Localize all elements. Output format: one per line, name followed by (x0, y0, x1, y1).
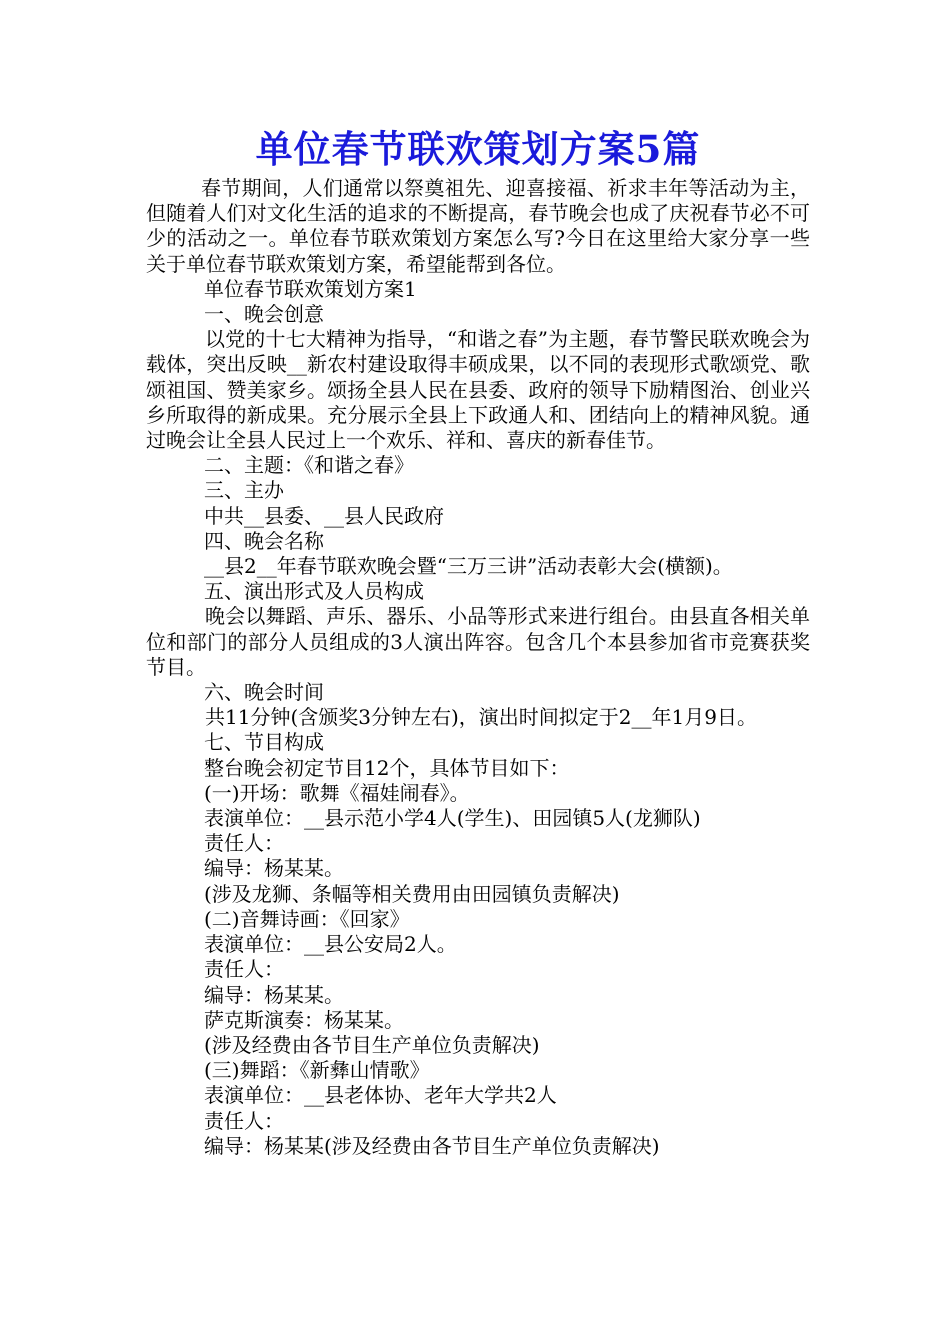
paragraph-host: 中共__县委、__县人民政府 (204, 503, 444, 528)
program-list (146, 756, 810, 1159)
intro-paragraph: 春节期间，人们通常以祭奠祖先、迎喜接福、祈求丰年等活动为主，但随着人们对文化生活的追求的不断提高，春节晚会也成了庆祝春节必不可少的活动之一。单位春节联欢策划方案怎么写?今日在这里给大家分享一些关于单位春节联欢策划方案，希望能帮到各位。 (146, 176, 810, 276)
list-item: 萨克斯演奏：杨某某。 (204, 1007, 404, 1032)
heading-name: 四、晚会名称 (204, 528, 324, 553)
paragraph-time: 共11分钟(含颁奖3分钟左右)，演出时间拟定于2__年1月9日。 (205, 705, 757, 730)
heading-program: 七、节目构成 (204, 730, 324, 755)
list-item: 表演单位：__县公安局2人。 (204, 932, 457, 957)
list-item: 责任人： (204, 957, 284, 982)
paragraph-creative: 以党的十七大精神为指导，“和谐之春”为主题，春节警民联欢晚会为载体，突出反映__新农村建设取得丰硕成果，以不同的表现形式歌颂党、歌颂祖国、赞美家乡。颂扬全县人民在县委、政府的领导下励精图治、创业兴乡所取得的新成果。充分展示全县上下政通人和、团结向上的精神风貌。通过晚会让全县人民过上一个欢乐、祥和、喜庆的新春佳节。 (146, 327, 810, 453)
list-item: (三)舞蹈：《新彝山情歌》 (204, 1058, 430, 1083)
heading-host: 三、主办 (204, 478, 284, 503)
list-item: (涉及经费由各节目生产单位负责解决) (204, 1032, 540, 1057)
paragraph-format: 晚会以舞蹈、声乐、器乐、小品等形式来进行组台。由县直各相关单位和部门的部分人员组成的3人演出阵容。包含几个本县参加省市竞赛获奖节目。 (146, 604, 810, 679)
list-item: 编导：杨某某(涉及经费由各节目生产单位负责解决) (204, 1133, 660, 1158)
heading-format: 五、演出形式及人员构成 (204, 579, 424, 604)
list-item: 责任人： (204, 831, 284, 856)
list-item: 表演单位：__县示范小学4人(学生)、田园镇5人(龙狮队) (204, 806, 701, 831)
section-heading: 单位春节联欢策划方案1 (204, 276, 417, 301)
list-item: 表演单位：__县老体协、老年大学共2人 (204, 1083, 557, 1108)
list-item: 整台晚会初定节目12个，具体节目如下： (204, 755, 570, 780)
document-page (146, 122, 810, 1159)
list-item: (涉及龙狮、条幅等相关费用由田园镇负责解决) (204, 881, 620, 906)
heading-creative: 一、晚会创意 (204, 302, 324, 327)
heading-time: 六、晚会时间 (204, 680, 324, 705)
list-item: 编导：杨某某。 (204, 982, 344, 1007)
list-item: 编导：杨某某。 (204, 856, 344, 881)
list-item: (一)开场：歌舞《福娃闹春》。 (204, 780, 470, 805)
paragraph-name: __县2__年春节联欢晚会暨“三万三讲”活动表彰大会(横额)。 (204, 554, 733, 579)
document-title: 单位春节联欢策划方案5篇 (255, 127, 701, 171)
list-item: (二)音舞诗画：《回家》 (204, 906, 410, 931)
list-item: 责任人： (204, 1108, 284, 1133)
heading-theme: 二、主题：《和谐之春》 (204, 453, 414, 478)
